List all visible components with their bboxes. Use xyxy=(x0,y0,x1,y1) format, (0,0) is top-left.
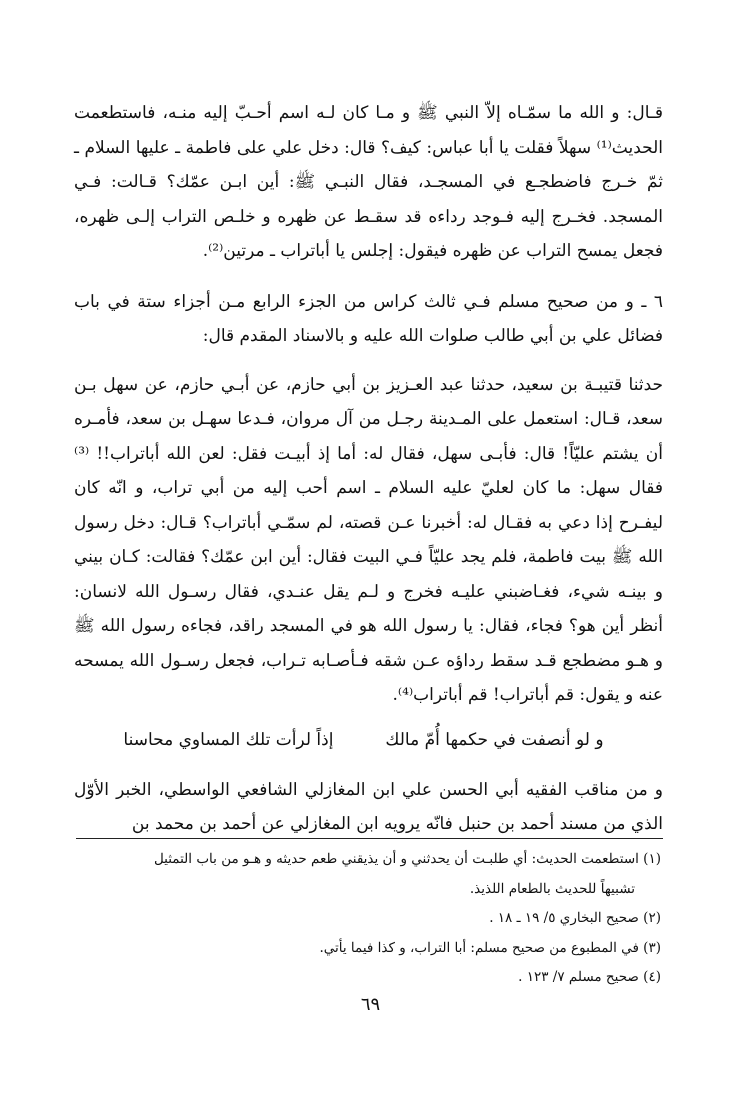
footnote-3: (٣) في المطبوع من صحيح مسلم: أبا التراب، و كذا فيما يأتي. xyxy=(319,939,661,956)
verse-second-hemistich: إذاً لرأت تلك المساوي محاسنا xyxy=(123,729,334,750)
verse-first-hemistich: و لو أنصفت في حكمها أُمّ مالك xyxy=(385,729,604,750)
footnote-1-continuation: تشبيهاً للحديث بالطعام اللذيذ. xyxy=(469,880,635,897)
footnotes xyxy=(76,845,661,993)
paragraph-2: ٦ ـ و من صحيح مسلم فـي ثالث كراس من الجزء الرابع مـن أجزاء ستة في باب فضائل علي بن أبي طالب صلوات الله عليه و بالاسناد المقدم قال: xyxy=(74,291,663,346)
paragraph-4: و من مناقب الفقيه أبي الحسن علي ابن المغازلي الشافعي الواسطي، الخبر الأوّل الذي من مسند أحمد بن حنبل فانّه يرويه ابن المغازلي عن أحمد بن محمد بن xyxy=(74,779,663,834)
poem-verse xyxy=(74,723,663,757)
paragraph-3: حدثنا قتيبـة بن سعيد، حدثنا عبد العـزيز بن أبي حازم، عن أبـي حازم، عن سهل بـن سعد، قـال: استعمل على المـدينة رجـل من آل مروان، فـدعا سهـل بن سعد، فأمـره أن يشتم عليّاً! قال: فأبـى سهل، فقال له: أما إذ أبيـت فقل: لعن الله أباتراب!! ⁽³⁾ فقال سهل: ما كان لعليّ عليه السلام ـ اسم أحب إليه من أبي تراب، و انّه كان ليفـرح إذا دعي به فقـال له: أخبرنا عـن قصته، لم سمّـي أباتراب؟ قـال: دخل رسول الله ﷺ بيت فاطمة، فلم يجد عليّاً فـي البيت فقال: أين ابن عمّك؟ فقالت: كـان بيني و بينـه شيء، فغـاضبني عليـه فخرج و لـم يقل عنـدي، فقال رسـول الله لانسان: أنظر أين هو؟ فجاء، فقال: يا رسول الله هو في المسجد راقد، فجاءه رسول الله ﷺ و هـو مضطجع قـد سقط رداؤه عـن شقه فـأصـابه تـراب، فجعل رسـول الله يمسحه عنه و يقول: قم أباتراب! قم أباتراب⁽⁴⁾. xyxy=(74,374,663,705)
footnote-1: (١) استطعمت الحديث: أي طلبـت أن يحدثني و أن يذيقني طعم حديثه و هـو من باب التمثيل xyxy=(153,851,661,867)
footnote-4: (٤) صحيح مسلم ٧/ ١٢٣ . xyxy=(518,969,661,985)
footnote-2: (٢) صحيح البخاري ٥/ ١٩ ـ ١٨ . xyxy=(489,910,661,926)
footnote-divider xyxy=(76,838,663,839)
paragraph-1: قـال: و الله ما سمّـاه إلاّ النبي ﷺ و مـا كان لـه اسم أحـبّ إليه منـه، فاستطعمت الحديث⁽¹⁾ سهلاً فقلت يا أبا عباس: كيف؟ قال: دخل علي على فاطمة ـ عليها السلام ـ ثمّ خـرج فاضطجـع في المسجـد، فقال النبـي ﷺ: أين ابـن عمّك؟ قـالت: فـي المسجد. فخـرج إليه فـوجد رداءه قد سقـط عن ظهره و خلـص التراب إلـى ظهره، فجعل يمسح التراب عن ظهره فيقول: إجلس يا أباتراب ـ مرتين⁽²⁾. xyxy=(74,103,663,261)
page-number: ٦٩ xyxy=(360,994,381,1015)
